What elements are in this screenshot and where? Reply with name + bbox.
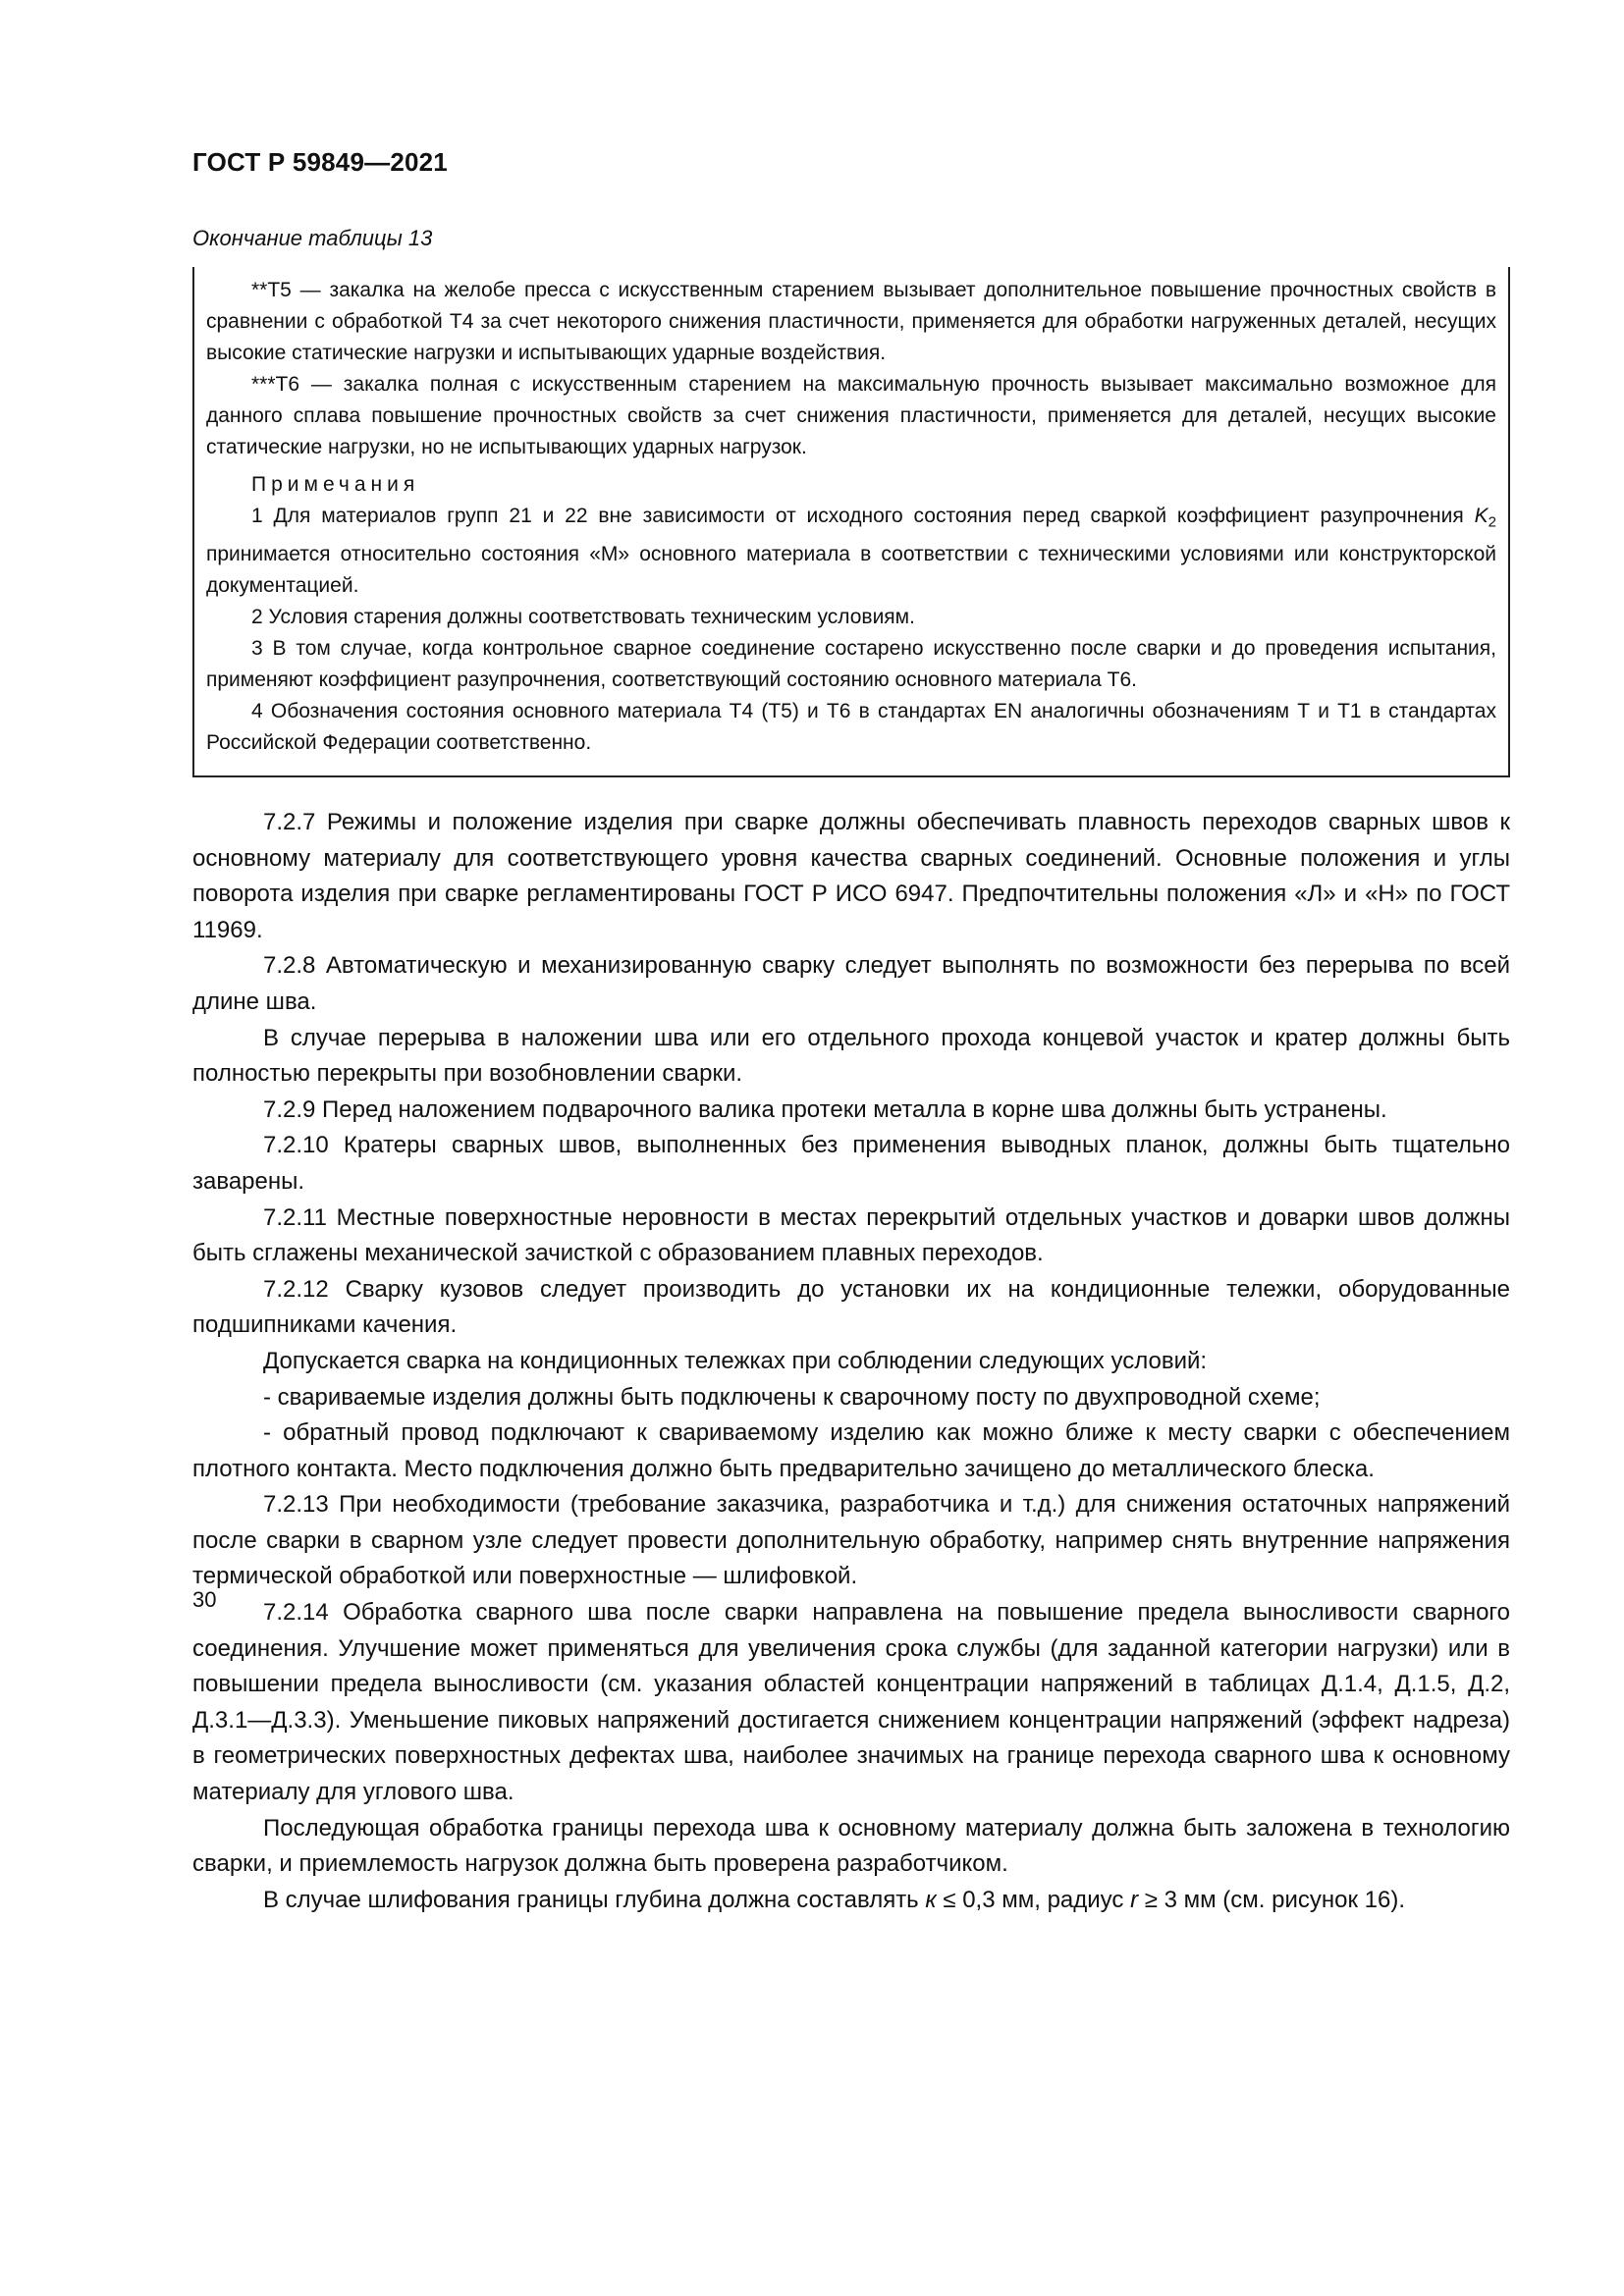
table-continuation-caption: Окончание таблицы 13 <box>192 226 433 250</box>
footnote-t6: ***Т6 — закалка полная с искусственным старением на максимальную прочность вызывает максимально возможное для данного сплава повышение прочностных свойств за счет снижения пластичности, применяется для деталей, несущих высокие статические нагрузки, но не испытывающих ударных нагрузок. <box>206 373 1496 458</box>
paragraph-7-2-8: 7.2.8 Автоматическую и механизированную сварку следует выполнять по возможности без перерыва по всей длине шва. <box>192 952 1510 1015</box>
note-1-subscript: 2 <box>1488 513 1496 531</box>
note-2: 2 Условия старения должны соответствовать техническим условиям. <box>251 605 915 628</box>
note-1-variable: K <box>1474 505 1489 527</box>
note-3: 3 В том случае, когда контрольное сварное соединение состарено искусственно после сварки и до проведения испытания, применяют коэффициент разупрочнения, соответствующий состоянию основного материала Т6. <box>206 636 1496 691</box>
paragraph: Последующая обработка границы перехода шва к основному материалу должна быть заложена в технологию сварки, и приемлемость нагрузок должна быть проверена разработчиком. <box>192 1814 1510 1878</box>
table-footnotes-box <box>192 267 1510 777</box>
note-1 <box>206 501 1496 602</box>
paragraph-7-2-12: 7.2.12 Сварку кузовов следует производить до установки их на кондиционные тележки, оборудованные подшипниками качения. <box>192 1275 1510 1339</box>
paragraph-7-2-10: 7.2.10 Кратеры сварных швов, выполненных без применения выводных планок, должны быть тщательно заварены. <box>192 1132 1510 1195</box>
paragraph-7-2-11: 7.2.11 Местные поверхностные неровности в местах перекрытий отдельных участков и доварки швов должны быть сглажены механической зачисткой с образованием плавных переходов. <box>192 1203 1510 1267</box>
grinding-radius-symbol: r <box>1130 1886 1139 1913</box>
note-1-text-after: принимается относительно состояния «М» основного материала в соответствии с техническими условиями или конструкторской документацией. <box>206 542 1496 597</box>
main-text <box>192 805 1510 1918</box>
paragraph: Допускается сварка на кондиционных тележках при соблюдении следующих условий: <box>263 1347 1208 1374</box>
grinding-text-2: ≤ 0,3 мм, радиус <box>936 1886 1131 1913</box>
grinding-text-3: ≥ 3 мм (см. рисунок 16). <box>1138 1886 1405 1913</box>
grinding-text-1: В случае шлифования границы глубина должна составлять <box>263 1886 926 1913</box>
document-code: ГОСТ Р 59849—2021 <box>192 147 448 177</box>
paragraph-7-2-7: 7.2.7 Режимы и положение изделия при сварке должны обеспечивать плавность переходов сварных швов к основному материалу для соответствующего уровня качества сварных соединений. Основные положения и углы поворота изделия при сварке регламентированы ГОСТ Р ИСО 6947. Предпочтительны положения «Л» и «Н» по ГОСТ 11969. <box>192 809 1510 943</box>
paragraph-7-2-14: 7.2.14 Обработка сварного шва после сварки направлена на повышение предела выносливости сварного соединения. Улучшение может применяться для увеличения срока службы (для заданной категории нагрузки) или в повышении предела выносливости (см. указания областей концентрации напряжений в таблицах Д.1.4, Д.1.5, Д.2, Д.3.1—Д.3.3). Уменьшение пиковых напряжений достигается снижением концентрации напряжений (эффект надреза) в геометрических поверхностных дефектах шва, наиболее значимых на границе перехода сварного шва к основному материалу для углового шва. <box>192 1599 1510 1806</box>
note-1-text-before: 1 Для материалов групп 21 и 22 вне зависимости от исходного состояния перед сваркой коэффициент разупрочнения <box>251 505 1475 527</box>
footnote-t5: **Т5 — закалка на желобе пресса с искусственным старением вызывает дополнительное повышение прочностных свойств в сравнении с обработкой Т4 за счет некоторого снижения пластичности, применяется для обработки нагруженных деталей, несущих высокие статические нагрузки и испытывающих ударные воздействия. <box>206 279 1496 364</box>
notes-title: Примечания <box>251 473 420 496</box>
list-item: - свариваемые изделия должны быть подключены к сварочному посту по двухпроводной схеме; <box>263 1383 1321 1411</box>
paragraph-7-2-13: 7.2.13 При необходимости (требование заказчика, разработчика и т.д.) для снижения остаточных напряжений после сварки в сварном узле следует провести дополнительную обработку, например снять внутренние напряжения термической обработкой или поверхностные — шлифовкой. <box>192 1491 1510 1590</box>
list-item: - обратный провод подключают к свариваемому изделию как можно ближе к месту сварки с обеспечением плотного контакта. Место подключения должно быть предварительно зачищено до металлического блеска. <box>192 1419 1510 1482</box>
paragraph: В случае перерыва в наложении шва или его отдельного прохода концевой участок и кратер должны быть полностью перекрыты при возобновлении сварки. <box>192 1024 1510 1088</box>
grinding-depth-symbol: к <box>925 1886 937 1913</box>
paragraph-7-2-9: 7.2.9 Перед наложением подварочного валика протеки металла в корне шва должны быть устранены. <box>263 1095 1387 1123</box>
paragraph-grinding <box>192 1883 1510 1919</box>
note-4: 4 Обозначения состояния основного материала Т4 (Т5) и Т6 в стандартах EN аналогичны обозначениям Т и Т1 в стандартах Российской Федерации соответственно. <box>206 699 1496 754</box>
page-number: 30 <box>192 1587 217 1612</box>
